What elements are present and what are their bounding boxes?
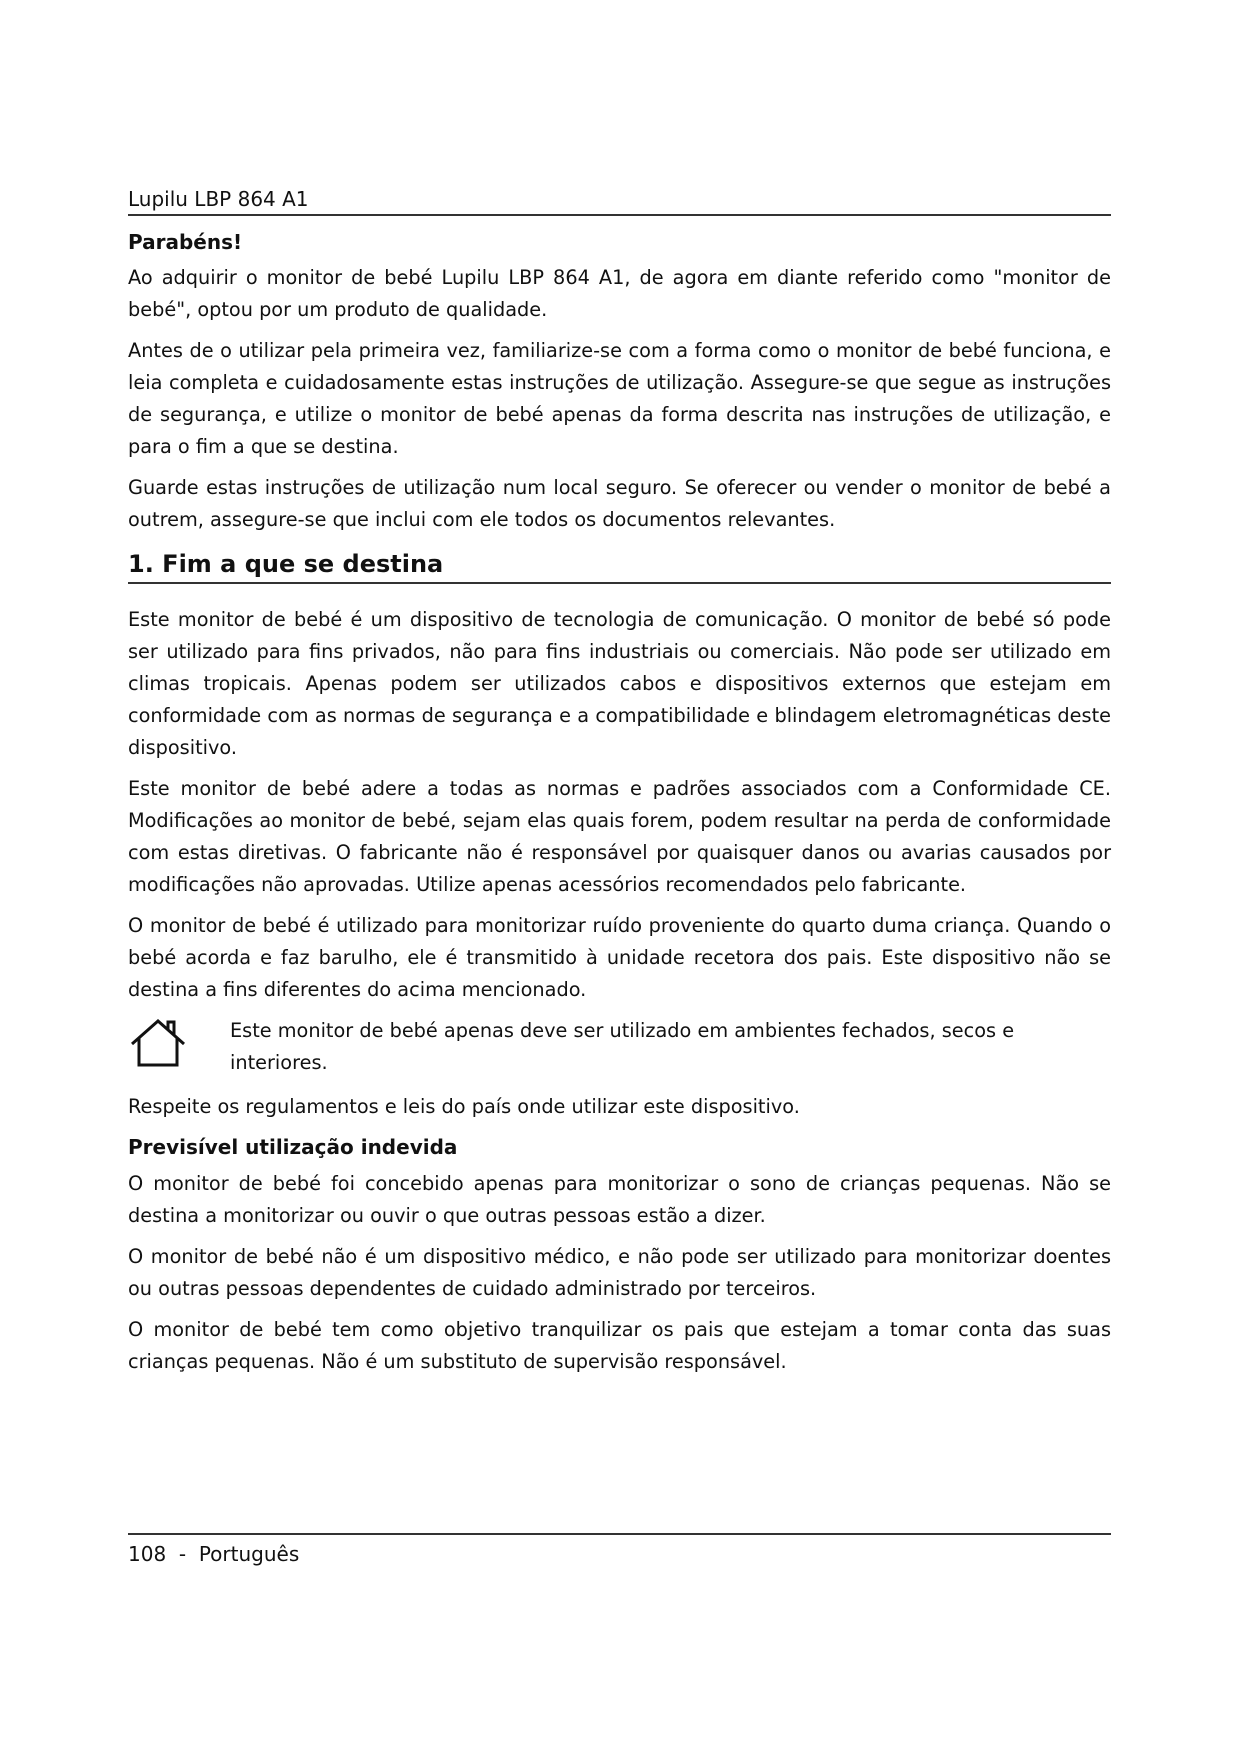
section1-paragraph-3: O monitor de bebé é utilizado para monitorizar ruído proveniente do quarto duma criança. Quando o bebé acorda e faz barulho, ele é transmitido à unidade recetora dos pais. Este dispositivo não se destina a fins diferentes do acima mencionado. (128, 914, 1111, 1001)
indoor-use-notice (128, 1015, 1111, 1079)
section1-paragraph-2: Este monitor de bebé adere a todas as normas e padrões associados com a Conformidade CE. Modificações ao monitor de bebé, sejam elas quais forem, podem resultar na perda de conformidade com estas diretivas. O fabricante não é responsável por quaisquer danos ou avarias causados por modificações não aprovadas. Utilize apenas acessórios recomendados pelo fabricante. (128, 777, 1111, 896)
regulations-paragraph: Respeite os regulamentos e leis do país onde utilizar este dispositivo. (128, 1095, 800, 1118)
document-page (128, 0, 1111, 1754)
running-header: Lupilu LBP 864 A1 (128, 186, 1111, 216)
misuse-paragraph-3: O monitor de bebé tem como objetivo tranquilizar os pais que estejam a tomar conta das suas crianças pequenas. Não é um substituto de supervisão responsável. (128, 1318, 1111, 1373)
intro-paragraph-2: Antes de o utilizar pela primeira vez, familiarize-se com a forma como o monitor de bebé funciona, e leia completa e cuidadosamente estas instruções de utilização. Assegure-se que segue as instruções de segurança, e utilize o monitor de bebé apenas da forma descrita nas instruções de utilização, e para o fim a que se destina. (128, 339, 1111, 458)
section-heading-intended-use: 1. Fim a que se destina (128, 548, 1111, 584)
indoor-use-notice-text: Este monitor de bebé apenas deve ser utilizado em ambientes fechados, secos e interiores. (230, 1019, 1015, 1074)
intro-paragraph-3: Guarde estas instruções de utilização num local seguro. Se oferecer ou vender o monitor de bebé a outrem, assegure-se que inclui com ele todos os documentos relevantes. (128, 476, 1111, 531)
misuse-heading: Previsível utilização indevida (128, 1135, 458, 1159)
intro-paragraph-1: Ao adquirir o monitor de bebé Lupilu LBP 864 A1, de agora em diante referido como "monitor de bebé", optou por um produto de qualidade. (128, 266, 1111, 321)
intro-heading: Parabéns! (128, 230, 243, 254)
misuse-paragraph-2: O monitor de bebé não é um dispositivo médico, e não pode ser utilizado para monitorizar doentes ou outras pessoas dependentes de cuidado administrado por terceiros. (128, 1245, 1111, 1300)
page-content (128, 228, 1111, 1387)
section1-paragraph-1: Este monitor de bebé é um dispositivo de tecnologia de comunicação. O monitor de bebé só pode ser utilizado para fins privados, não para fins industriais ou comerciais. Não pode ser utilizado em climas tropicais. Apenas podem ser utilizados cabos e dispositivos externos que estejam em conformidade com as normas de segurança e a compatibilidade e blindagem eletromagnéticas deste dispositivo. (128, 608, 1111, 759)
house-icon (128, 1017, 190, 1069)
page-footer (128, 1533, 1111, 1567)
page-number-label: 108 - Português (128, 1542, 300, 1566)
misuse-paragraph-1: O monitor de bebé foi concebido apenas para monitorizar o sono de crianças pequenas. Não se destina a monitorizar ou ouvir o que outras pessoas estão a dizer. (128, 1172, 1111, 1227)
